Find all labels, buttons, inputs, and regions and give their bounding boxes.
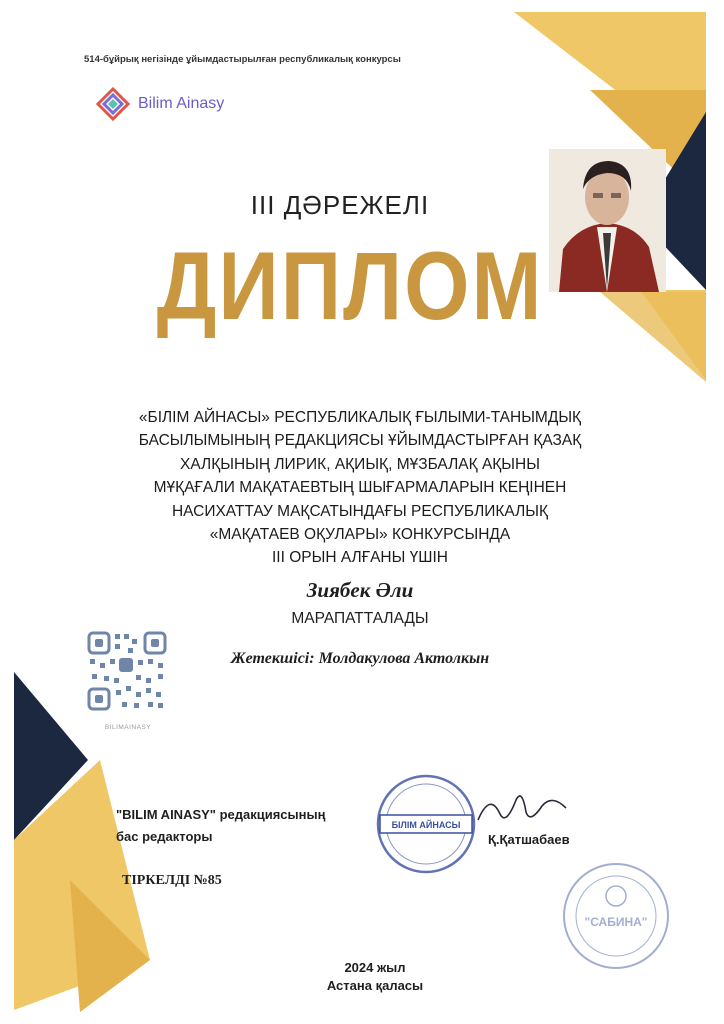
qr-code[interactable] [86,630,168,712]
registration-number: ТІРКЕЛДІ №85 [122,873,222,888]
description-line-4: МҰҚАҒАЛИ МАҚАТАЕВТЫҢ ШЫҒАРМАЛАРЫН КЕҢІНЕН [153,479,567,497]
issue-city: Астана қаласы [326,978,424,993]
qr-caption: BILIMAINASY [104,724,152,731]
description-line-5: НАСИХАТТАУ МАҚСАТЫНДАҒЫ РЕСПУБЛИКАЛЫҚ [171,502,549,520]
award-description [90,406,630,570]
supervisor-line: Жетекшісі: Молдакулова Актолкын [230,650,490,667]
description-line-1: «БІЛІМ АЙНАСЫ» РЕСПУБЛИКАЛЫҚ ҒЫЛЫМИ-ТАНЫМДЫҚ [138,409,582,426]
issue-year: 2024 жыл [344,960,406,975]
sabina-stamp [560,860,672,972]
awarded-label: МАРАПАТТАЛАДЫ [291,610,429,627]
bilim-ainasy-stamp [374,772,478,876]
description-line-7: ІІІ ОРЫН АЛҒАНЫ ҮШІН [272,549,448,567]
stamp-seal-2 [560,860,672,972]
description-line-6: «МАҚАТАЕВ ОҚУЛАРЫ» КОНКУРСЫНДА [209,526,511,544]
editor-line-2: бас редакторы [116,829,213,844]
qr-code-image [86,630,168,712]
bilim-ainasy-logo [96,84,256,124]
stamp-2-text: "САБИНА" [584,915,648,929]
degree-label: ІІІ ДӘРЕЖЕЛІ [250,190,430,220]
logo-name: Bilim Ainasy [138,95,225,112]
logo-icon [96,87,130,121]
description-line-2: БАСЫЛЫМЫНЫҢ РЕДАКЦИЯСЫ ҰЙЫМДАСТЫРҒАН ҚАЗАҚ [138,432,582,450]
diploma-title: ДИПЛОМ [156,231,544,340]
portrait-photo [549,149,666,292]
stamp-seal [374,772,478,876]
editor-line-1: "BILIM AINASY" редакциясының [116,807,326,822]
description-line-3: ХАЛҚЫНЫҢ ЛИРИК, АҚИЫҚ, МҰЗБАЛАҚ АҚЫНЫ [180,455,540,473]
signer-name: Қ.Қатшабаев [488,832,570,847]
recipient-name: Зиябек Әли [306,578,414,602]
signature [470,786,580,830]
portrait-image [549,149,666,292]
stamp-text: БІЛІМ АЙНАСЫ [391,820,461,830]
decree-line: 514-бұйрық негізінде ұйымдастырылған республикалық конкурсы [84,54,401,65]
